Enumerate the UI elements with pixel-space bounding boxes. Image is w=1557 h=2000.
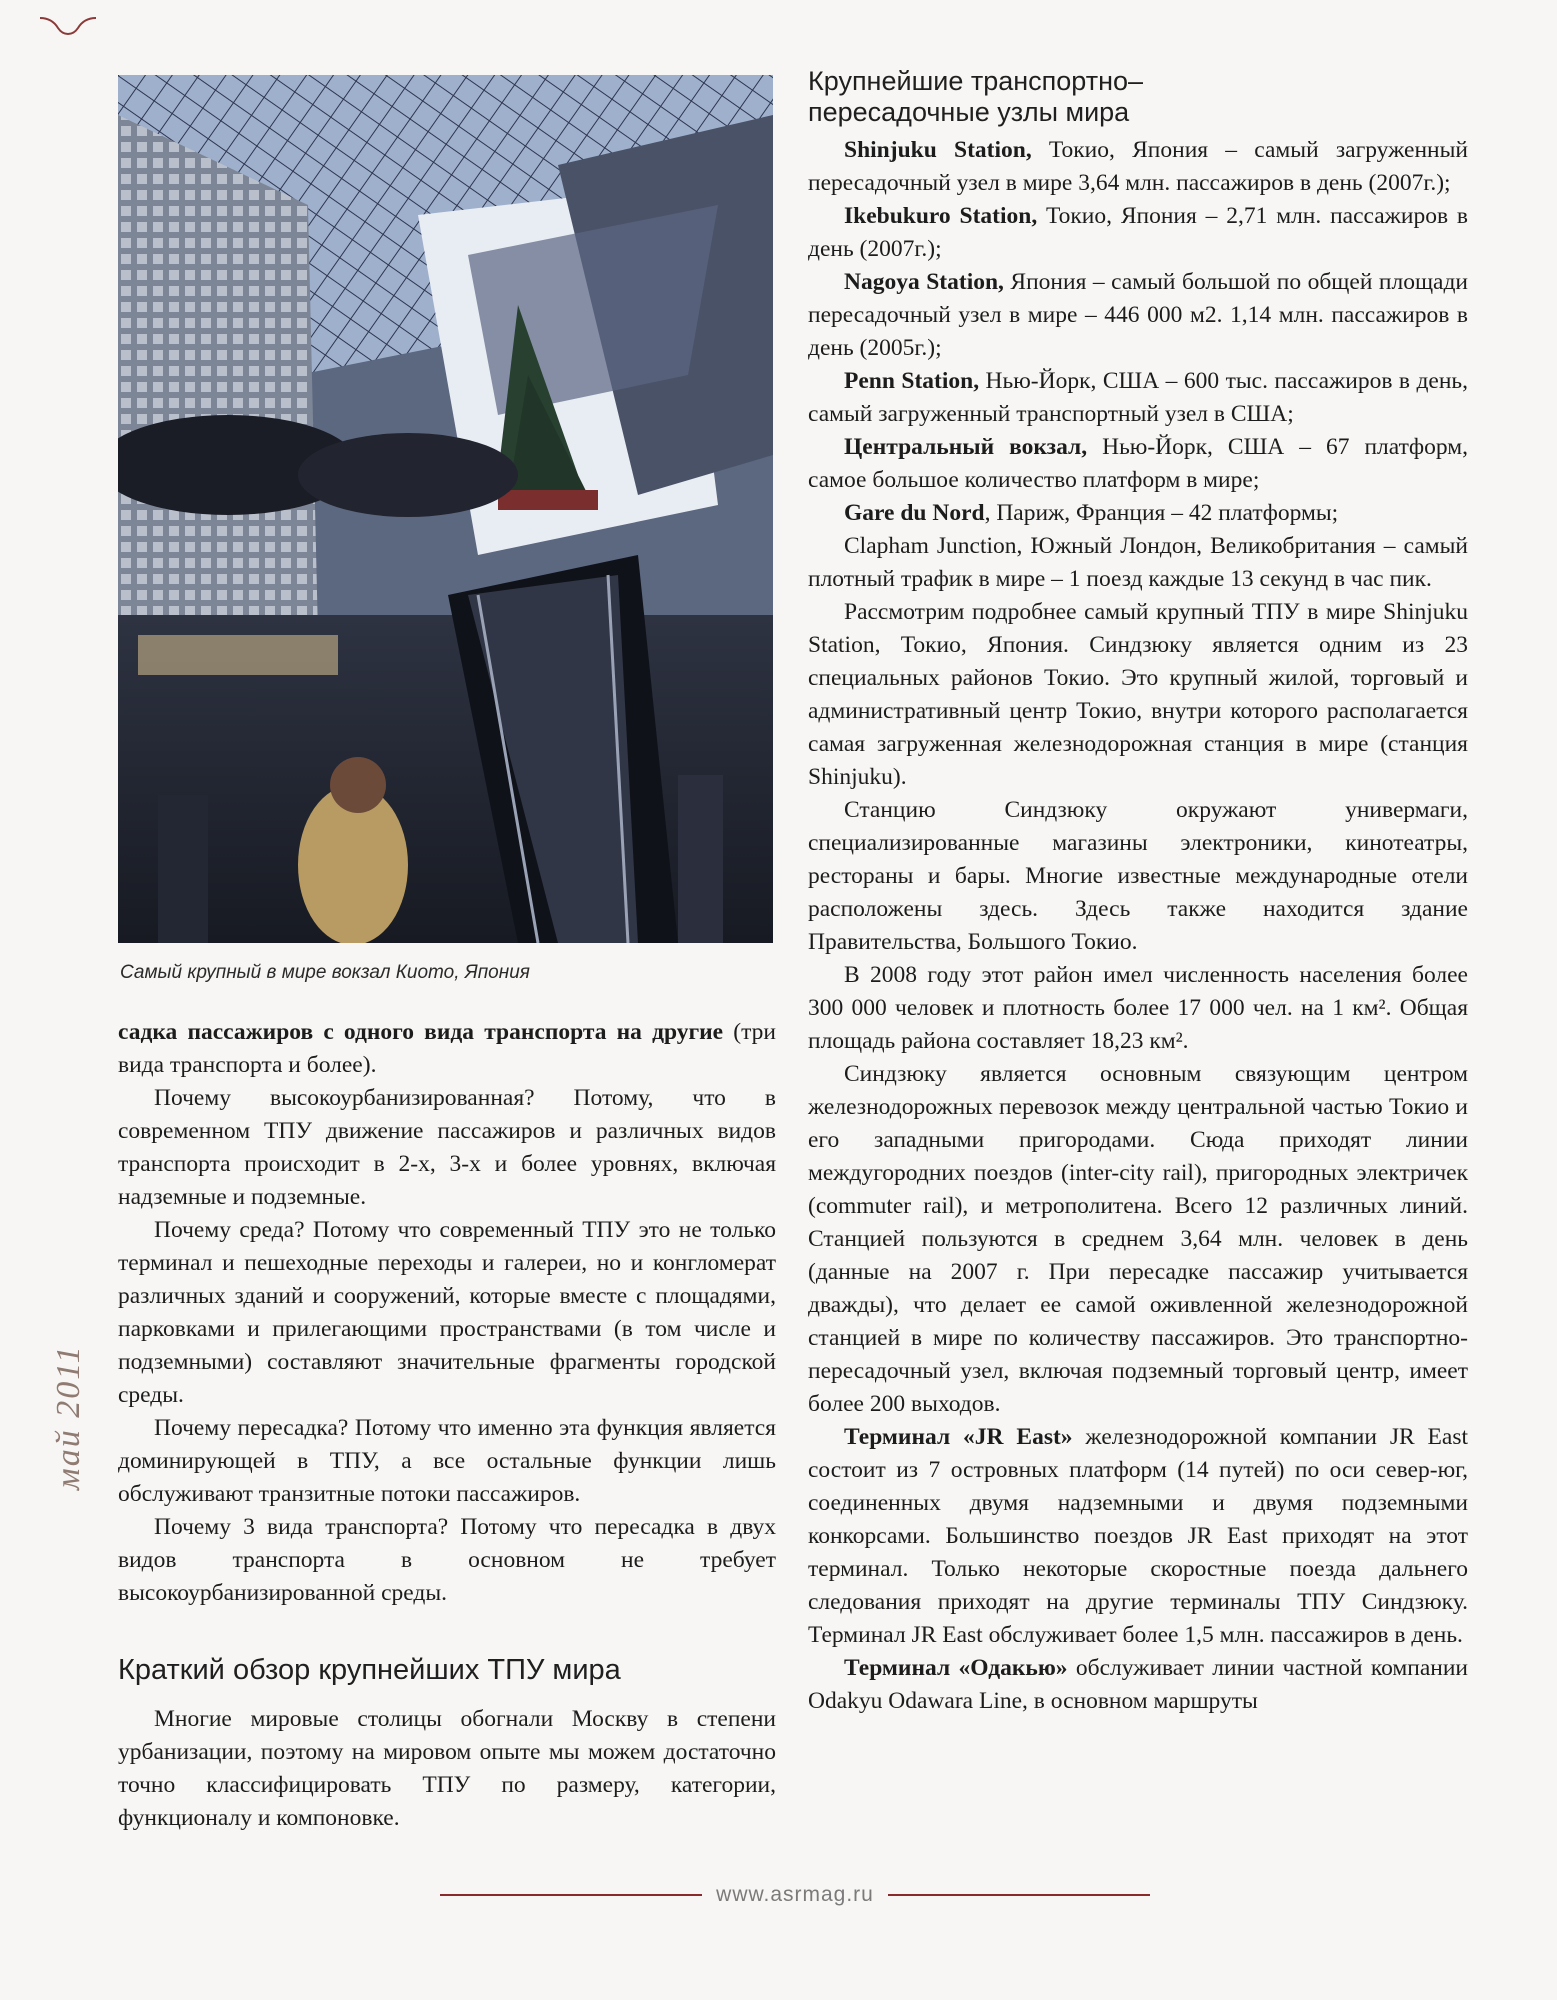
- footer-url[interactable]: www.asrmag.ru: [716, 1883, 874, 1906]
- hub-name: Penn Station,: [844, 368, 980, 394]
- paragraph: Станцию Синдзюку окружают универмаги, специализированные магазины электроники, кинотеатры, рестораны и бары. Многие известные международные отели расположены здесь. Здесь также находится здание Правительства, Большого Токио.: [808, 797, 1468, 955]
- paragraph: Многие мировые столицы обогнали Москву в степени урбанизации, поэтому на мировом опыте мы можем достаточно точно классифицировать ТПУ по размеру, категории, функционалу и компоновке.: [118, 1706, 776, 1831]
- photo-caption: Самый крупный в мире вокзал Киото, Япония: [120, 962, 530, 983]
- bold-lead: Терминал «Одакью»: [844, 1655, 1068, 1681]
- paragraph: Почему 3 вида транспорта? Потому что пересадка в двух видов транспорта в основном не требует высокоурбанизированной среды.: [118, 1514, 776, 1606]
- hub-description: Нью-Йорк, США – 67 платформ, самое большое количество платформ в мире;: [808, 434, 1468, 493]
- hub-entry: [808, 365, 1468, 431]
- footer-rule: [440, 1894, 702, 1896]
- paragraph: [808, 1652, 1468, 1718]
- hub-entry: [808, 431, 1468, 497]
- right-column: [808, 66, 1468, 1718]
- issue-date: май 2011: [50, 1344, 87, 1490]
- hub-description: Токио, Япония – самый загруженный пересадочный узел в мире 3,64 млн. пассажиров в день (2007г.);: [808, 137, 1468, 196]
- hub-entry: [808, 266, 1468, 365]
- bold-lead: садка пассажиров с одного вида транспорта на другие: [118, 1019, 724, 1045]
- hub-entry: [808, 134, 1468, 200]
- paragraph: Почему среда? Потому что современный ТПУ это не только терминал и пешеходные переходы и галереи, но и конгломерат различных зданий и сооружений, которые вместе с площадями, парковками и прилегающими пространствами (в том числе и подземными) составляют значительные фрагменты городской среды.: [118, 1217, 776, 1408]
- hub-description: Токио, Япония – 2,71 млн. пассажиров в день (2007г.);: [808, 203, 1469, 262]
- section-heading: Краткий обзор крупнейших ТПУ мира: [118, 1654, 621, 1686]
- station-interior-illustration: [118, 75, 773, 943]
- paragraph: Синдзюку является основным связующим центром железнодорожных перевозок между центральной частью Токио и его западными пригородами. Сюда приходят линии междугородних поездов (inter-city rail), пригородных электричек (commuter rail), и метрополитена. Всего 12 различных линий. Станцией пользуются в среднем 3,64 млн. человек в день (данные на 2007 г. При пересадке пассажир учитывается дважды), что делает ее самой оживленной железнодорожной станцией в мире по количеству пассажиров. Это транспортно-пересадочный узел, включая подземный торговый центр, имеет более 200 выходов.: [808, 1061, 1468, 1417]
- paragraph: [808, 1421, 1468, 1652]
- paragraph: В 2008 году этот район имел численность населения более 300 000 человек и плотность более 17 000 чел. на 1 км². Общая площадь района составляет 18,23 км².: [808, 962, 1468, 1054]
- hub-description: , Париж, Франция – 42 платформы;: [984, 500, 1339, 526]
- paragraph: [118, 1016, 776, 1082]
- heading-line: пересадочные узлы мира: [808, 97, 1130, 127]
- section-heading: [808, 66, 1468, 128]
- bold-lead: Терминал «JR East»: [844, 1424, 1073, 1450]
- paragraph: Почему высокоурбанизированная? Потому, что в современном ТПУ движение пассажиров и различных видов транспорта происходит в 2-х, 3-х и более уровнях, включая надземные и подземные.: [118, 1085, 776, 1210]
- paragraph: Почему пересадка? Потому что именно эта функция является доминирующей в ТПУ, а все остальные функции лишь обслуживают транзитные потоки пассажиров.: [118, 1415, 776, 1507]
- hub-description: Япония – самый большой по общей площади пересадочный узел в мире – 446 000 м2. 1,14 млн. пассажиров в день (2005г.);: [808, 269, 1468, 361]
- heading-line: Крупнейшие транспортно–: [808, 66, 1144, 96]
- footer: [440, 1880, 1150, 1910]
- corner-ornament-icon: [38, 10, 98, 40]
- hub-description: Нью-Йорк, США – 600 тыс. пассажиров в день, самый загруженный транспортный узел в США;: [808, 368, 1468, 427]
- paragraph: Clapham Junction, Южный Лондон, Великобритания – самый плотный трафик в мире – 1 поезд каждые 13 секунд в час пик.: [808, 533, 1468, 592]
- paragraph-text: железнодорожной компании JR East состоит из 7 островных платформ (14 путей) по оси север-юг, соединенных двумя надземными и двумя подземными конкорсами. Большинство поездов JR East приходят на этот терминал. Только некоторые скоростные поезда дальнего следования приходят на другие терминалы ТПУ Синдзюку. Терминал JR East обслуживает более 1,5 млн. пассажиров в день.: [808, 1424, 1468, 1648]
- footer-rule: [888, 1894, 1150, 1896]
- hub-name: Центральный вокзал,: [844, 434, 1088, 460]
- paragraph: Рассмотрим подробнее самый крупный ТПУ в мире Shinjuku Station, Токио, Япония. Синдзюку является одним из 23 специальных районов Токио. Это крупный жилой, торговый и административный центр Токио, внутри которого располагается самая загруженная железнодорожная станция в мире (станция Shinjuku).: [808, 599, 1468, 790]
- paragraph-text: обслуживает линии частной компании Odakyu Odawara Line, в основном маршруты: [808, 1655, 1468, 1714]
- paragraph-text: (три вида транспорта и более).: [118, 1019, 776, 1078]
- hub-list: [808, 134, 1468, 530]
- hub-name: Shinjuku Station,: [844, 137, 1032, 163]
- hub-entry: [808, 497, 1468, 530]
- left-column: [118, 1016, 776, 1835]
- hub-name: Ikebukuro Station,: [844, 203, 1038, 229]
- kyoto-station-photo: [118, 75, 773, 943]
- hub-name: Gare du Nord: [844, 500, 985, 526]
- hub-name: Nagoya Station,: [844, 269, 1004, 295]
- hub-entry: [808, 200, 1468, 266]
